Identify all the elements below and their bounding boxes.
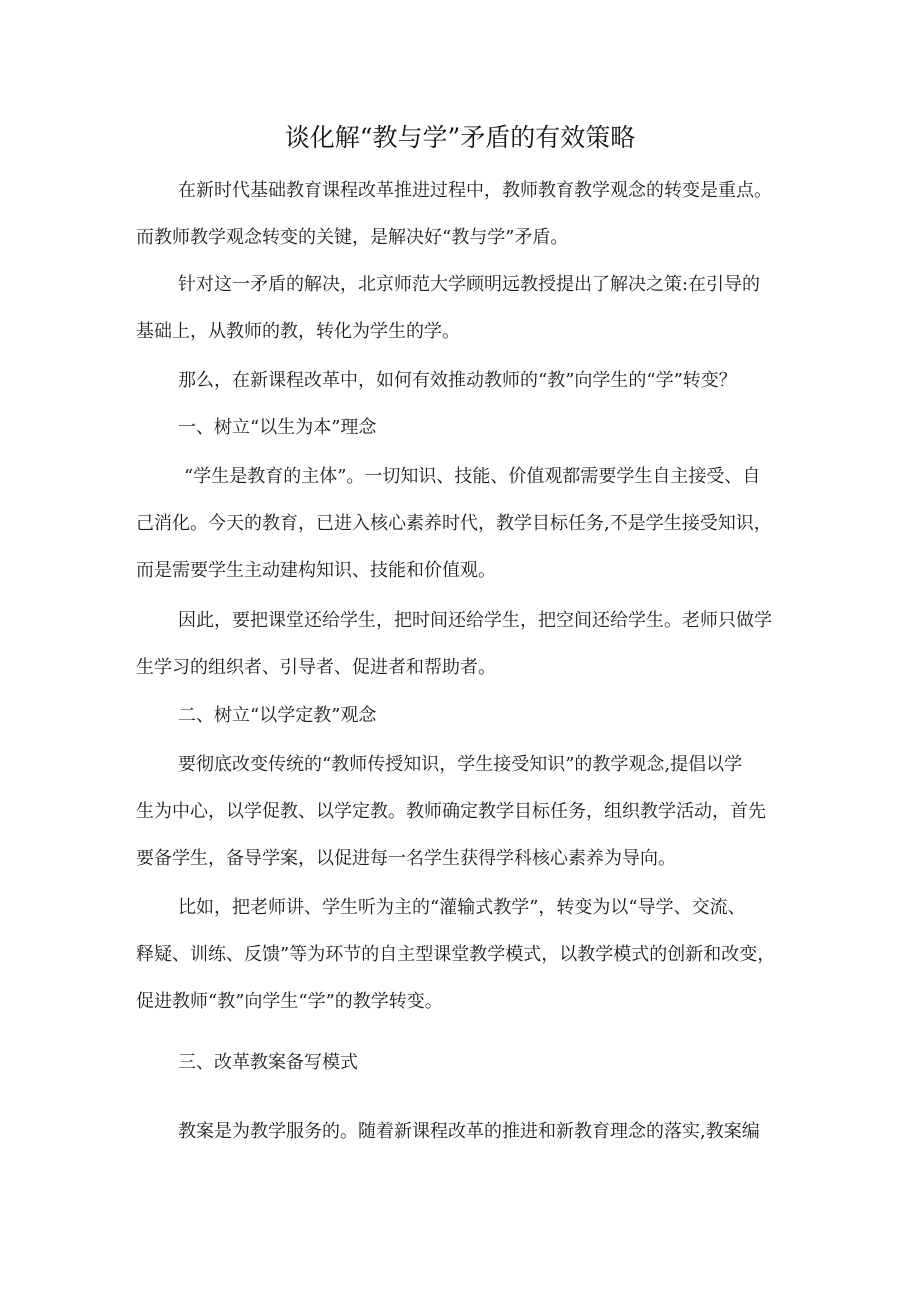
paragraph-line: 己消化。今天的教育，已进入核心素养时代，教学目标任务,不是学生接受知识， <box>136 513 772 534</box>
paragraph-line: 针对这一矛盾的解决，北京师范大学顾明远教授提出了解决之策:在引导的 <box>178 274 761 295</box>
paragraph-line: 基础上，从教师的教，转化为学生的学。 <box>136 321 460 342</box>
paragraph-line: 比如，把老师讲、学生听为主的“灌输式教学”，转变为以“导学、交流、 <box>178 897 746 918</box>
paragraph-line: 要彻底改变传统的“教师传授知识，学生接受知识”的教学观念,提倡以学 <box>178 754 743 775</box>
section-heading-3: 三、改革教案备写模式 <box>178 1052 358 1073</box>
paragraph-line: 生为中心，以学促教、以学定教。教师确定教学目标任务，组织教学活动，首先 <box>136 801 766 822</box>
paragraph-line: 因此，要把课堂还给学生，把时间还给学生，把空间还给学生。老师只做学 <box>178 610 772 631</box>
paragraph-line: 而是需要学生主动建构知识、技能和价值观。 <box>136 560 496 581</box>
paragraph-line: 那么，在新课程改革中，如何有效推动教师的“教”向学生的“学”转变？ <box>178 370 737 391</box>
section-heading-1: 一、树立“以生为本”理念 <box>178 417 377 438</box>
section-heading-2: 二、树立“以学定教”观念 <box>178 705 377 726</box>
paragraph-line: 教案是为教学服务的。随着新课程改革的推进和新教育理念的落实,教案编 <box>178 1121 760 1142</box>
paragraph-line: 促进教师“教”向学生“学”的教学转变。 <box>136 991 443 1012</box>
paragraph-line: “学生是教育的主体”。一切知识、技能、价值观都需要学生自主接受、自 <box>184 466 761 487</box>
paragraph-line: 而教师教学观念转变的关键，是解决好“教与学”矛盾。 <box>136 227 569 248</box>
paragraph-line: 释疑、训练、反馈”等为环节的自主型课堂教学模式，以教学模式的创新和改变， <box>136 944 776 965</box>
paragraph-line: 在新时代基础教育课程改革推进过程中，教师教育教学观念的转变是重点。 <box>178 180 772 201</box>
paragraph-line: 生学习的组织者、引导者、促进者和帮助者。 <box>136 657 496 678</box>
document-title: 谈化解“教与学”矛盾的有效策略 <box>284 123 636 152</box>
paragraph-line: 要备学生，备导学案，以促进每一名学生获得学科核心素养为导向。 <box>136 848 676 869</box>
